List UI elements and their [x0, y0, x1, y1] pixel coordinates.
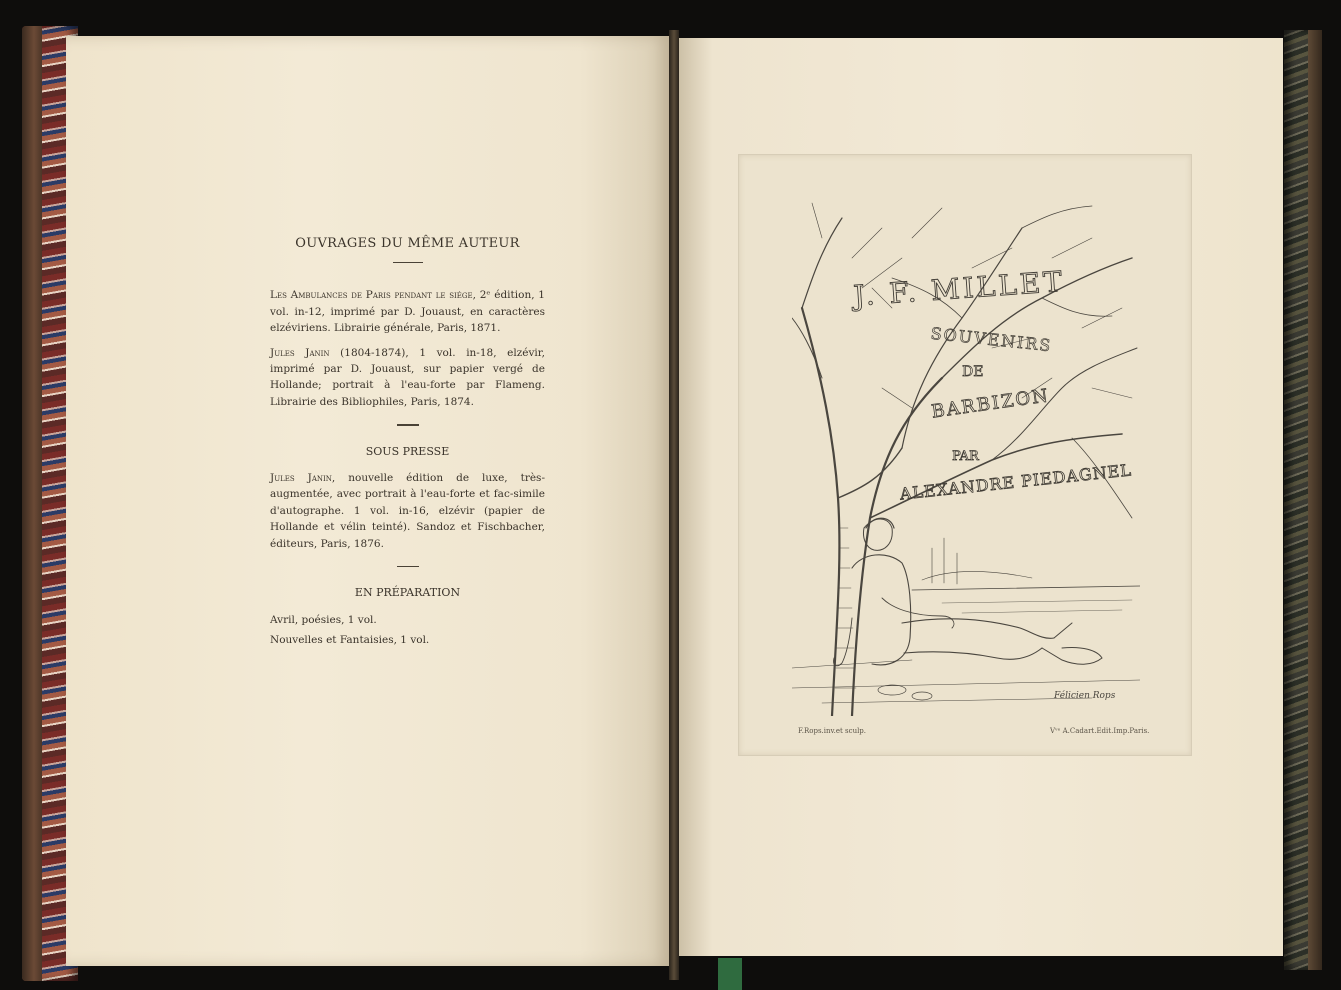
- work-details: (1804-1874), 1 vol. in-18, elzévir, imprimé par D. Jouaust, sur papier vergé de Hollande; portrait à l'eau-forte par Flameng. Librairie des Bibliophiles, Paris, 1874.: [270, 346, 545, 408]
- prep-item: [270, 612, 545, 628]
- work-entry: [270, 345, 545, 411]
- work-details: 2ᵉ édition, 1 vol. in-12, imprimé par D. Jouaust, en caractères elzéviriens. Librairie générale, Paris, 1871.: [270, 289, 545, 335]
- engraver-caption: F.Rops.inv.et sculp.: [798, 727, 867, 735]
- publisher-caption: Vᵛᵉ A.Cadart.Edit.Imp.Paris.: [1050, 727, 1150, 735]
- work-entry: [270, 287, 545, 336]
- book-gutter: [669, 30, 679, 980]
- work-title: Nouvelles et Fantaisies,: [270, 634, 397, 647]
- work-details: nouvelle édition de luxe, très-augmentée, avec portrait à l'eau-forte et fac-simile d'autographe. 1 vol. in-16, elzévir (papier de Hollande et vélin teinté). Sandoz et Fischbacher, éditeurs, Paris, 1876.: [270, 472, 545, 550]
- bookmark-ribbon: [718, 958, 742, 990]
- frontispiece-etching: [792, 198, 1140, 716]
- etching-author: ALEXANDRE PIEDAGNEL: [898, 460, 1133, 504]
- prep-item: [270, 632, 545, 648]
- section-rule: [397, 424, 419, 425]
- work-title: Les Ambulances de Paris pendant le siége,: [270, 289, 476, 302]
- work-entry: [270, 470, 545, 552]
- work-title: Avril,: [270, 613, 299, 626]
- etching-title-de: DE: [962, 364, 984, 380]
- work-title: Jules Janin,: [270, 472, 336, 485]
- left-page-text: [270, 236, 545, 653]
- heading-rule: [393, 262, 423, 263]
- work-details: 1 vol.: [396, 634, 430, 647]
- en-preparation-heading: EN PRÉPARATION: [354, 586, 461, 600]
- etching-title-millet: J. F. MILLET: [852, 264, 1067, 313]
- section-rule: [397, 566, 419, 567]
- works-heading: OUVRAGES DU MÊME AUTEUR: [295, 236, 520, 251]
- work-title: Jules Janin: [270, 346, 330, 359]
- etching-title-barbizon: BARBIZON: [930, 385, 1052, 423]
- etching-title-souvenirs: SOUVENIRS: [929, 323, 1054, 356]
- artist-signature: Félicien Rops: [1054, 691, 1116, 701]
- work-details: poésies, 1 vol.: [298, 613, 377, 626]
- marbled-cover-right: [1284, 30, 1322, 970]
- etching-by: PAR: [952, 449, 979, 464]
- sous-presse-heading: SOUS PRESSE: [365, 444, 450, 458]
